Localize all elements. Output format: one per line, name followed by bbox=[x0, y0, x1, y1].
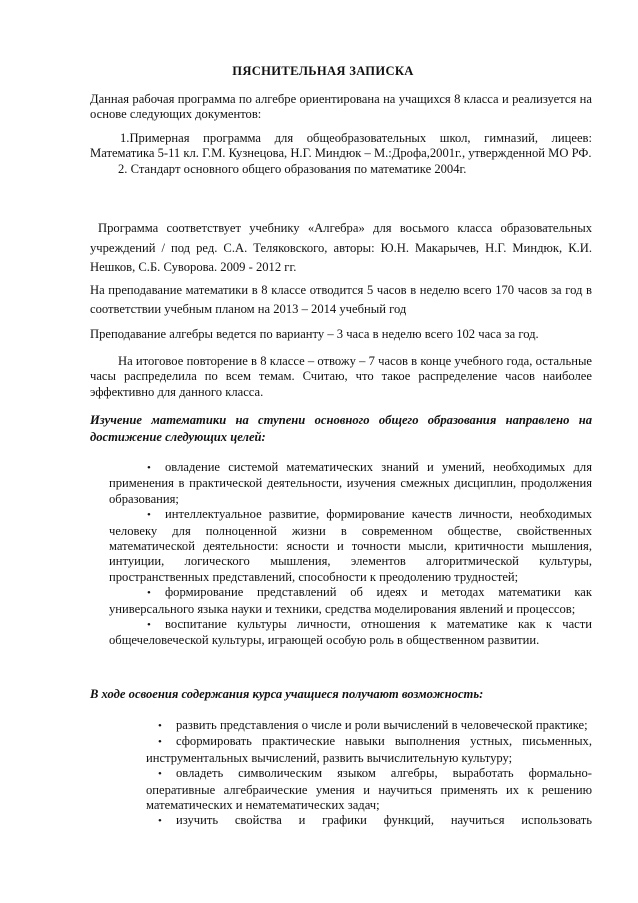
review-text: На итоговое повторение в 8 классе – отвожу – 7 часов в конце учебного года, остальные часы распределила по всем темам. Считаю, что такое распределение часов наиболее эффективно для данного класса. bbox=[90, 354, 592, 399]
course-item-3 bbox=[146, 766, 592, 813]
goals-heading bbox=[90, 412, 592, 446]
textbook-paragraph bbox=[90, 219, 592, 278]
course-text-4: изучить свойства и графики функций, научиться использовать bbox=[176, 813, 592, 828]
course-text-2: сформировать практические навыки выполнения устных, письменных, инструментальных вычислений, развить вычислительную культуру; bbox=[146, 734, 592, 765]
course-heading-text: В ходе освоения содержания курса учащиеся получают возможность: bbox=[90, 687, 484, 701]
variant-text: Преподавание алгебры ведется по варианту – 3 часа в неделю всего 102 часа за год. bbox=[90, 327, 539, 341]
course-heading bbox=[90, 687, 592, 702]
goal-item-4 bbox=[109, 617, 592, 649]
bullet-icon: • bbox=[147, 462, 151, 474]
course-item-4 bbox=[146, 813, 592, 829]
bullet-icon: • bbox=[158, 815, 162, 828]
bullet-icon: • bbox=[147, 587, 151, 600]
documents-list bbox=[90, 131, 592, 177]
goal-text-2: интеллектуальное развитие, формирование качеств личности, необходимых человеку для полноценной жизни в современном обществе, свойственных математической деятельности: ясности и точности мысли, критичности мышления, интуиции, логического мышления, элементов алгоритмической культуры, пространственных представлений, способности к преодолению трудностей; bbox=[109, 507, 592, 584]
bullet-icon: • bbox=[158, 736, 162, 749]
course-item-2 bbox=[146, 734, 592, 766]
goal-item-1 bbox=[109, 460, 592, 507]
goal-text-1: овладение системой математических знаний и умений, необходимых для применения в практической деятельности, изучения смежных дисциплин, продолжения образования; bbox=[109, 460, 592, 506]
bullet-icon: • bbox=[147, 509, 151, 522]
page-title: ПЯСНИТЕЛЬНАЯ ЗАПИСКА bbox=[232, 64, 414, 78]
hours-text: На преподавание математики в 8 классе отводится 5 часов в неделю всего 170 часов за год в соответствии учебным планом на 2013 – 2014 учебный год bbox=[90, 283, 592, 316]
textbook-text: Программа соответствует учебнику «Алгебра» для восьмого класса образовательных учреждений / под ред. С.А. Теляковского, авторы: Ю.Н. Макарычев, Н.Г. Миндюк, К.И. Нешков, С.Б. Суворова. 2009 - 2012 гг. bbox=[90, 221, 592, 274]
goal-text-3: формирование представлений об идеях и методах математики как универсального языка науки и техники, средства моделирования явлений и процессов; bbox=[109, 585, 592, 616]
hours-paragraph bbox=[90, 281, 592, 318]
goals-heading-text: Изучение математики на ступени основного общего образования направлено на достижение следующих целей: bbox=[90, 413, 592, 444]
goal-text-4: воспитание культуры личности, отношения к математике как к части общечеловеческой культуры, играющей особую роль в общественном развитии. bbox=[109, 617, 592, 648]
intro-text: Данная рабочая программа по алгебре ориентирована на учащихся 8 класса и реализуется на основе следующих документов: bbox=[90, 92, 592, 122]
goal-item-2 bbox=[109, 507, 592, 585]
variant-paragraph bbox=[90, 327, 592, 342]
intro-paragraph bbox=[90, 92, 592, 123]
course-text-1: развить представления о числе и роли вычислений в человеческой практике; bbox=[176, 718, 588, 732]
goals-list bbox=[109, 460, 592, 649]
course-item-1 bbox=[146, 718, 592, 734]
goal-item-3 bbox=[109, 585, 592, 617]
document-item-1: 1.Примерная программа для общеобразовательных школ, гимназий, лицеев: Математика 5-11 кл. Г.М. Кузнецова, Н.Г. Миндюк – М.:Дрофа,2001г., утвержденной МО РФ. bbox=[90, 131, 592, 161]
review-paragraph bbox=[90, 354, 592, 400]
bullet-icon: • bbox=[147, 619, 151, 632]
document-item-2: 2. Стандарт основного общего образования по математике 2004г. bbox=[118, 161, 467, 176]
bullet-icon: • bbox=[158, 768, 162, 781]
course-text-3: овладеть символическим языком алгебры, выработать формально-оперативные алгебраические умения и научиться применять их к решению математических и нематематических задач; bbox=[146, 766, 592, 813]
course-list bbox=[146, 718, 592, 830]
bullet-icon: • bbox=[158, 720, 162, 732]
